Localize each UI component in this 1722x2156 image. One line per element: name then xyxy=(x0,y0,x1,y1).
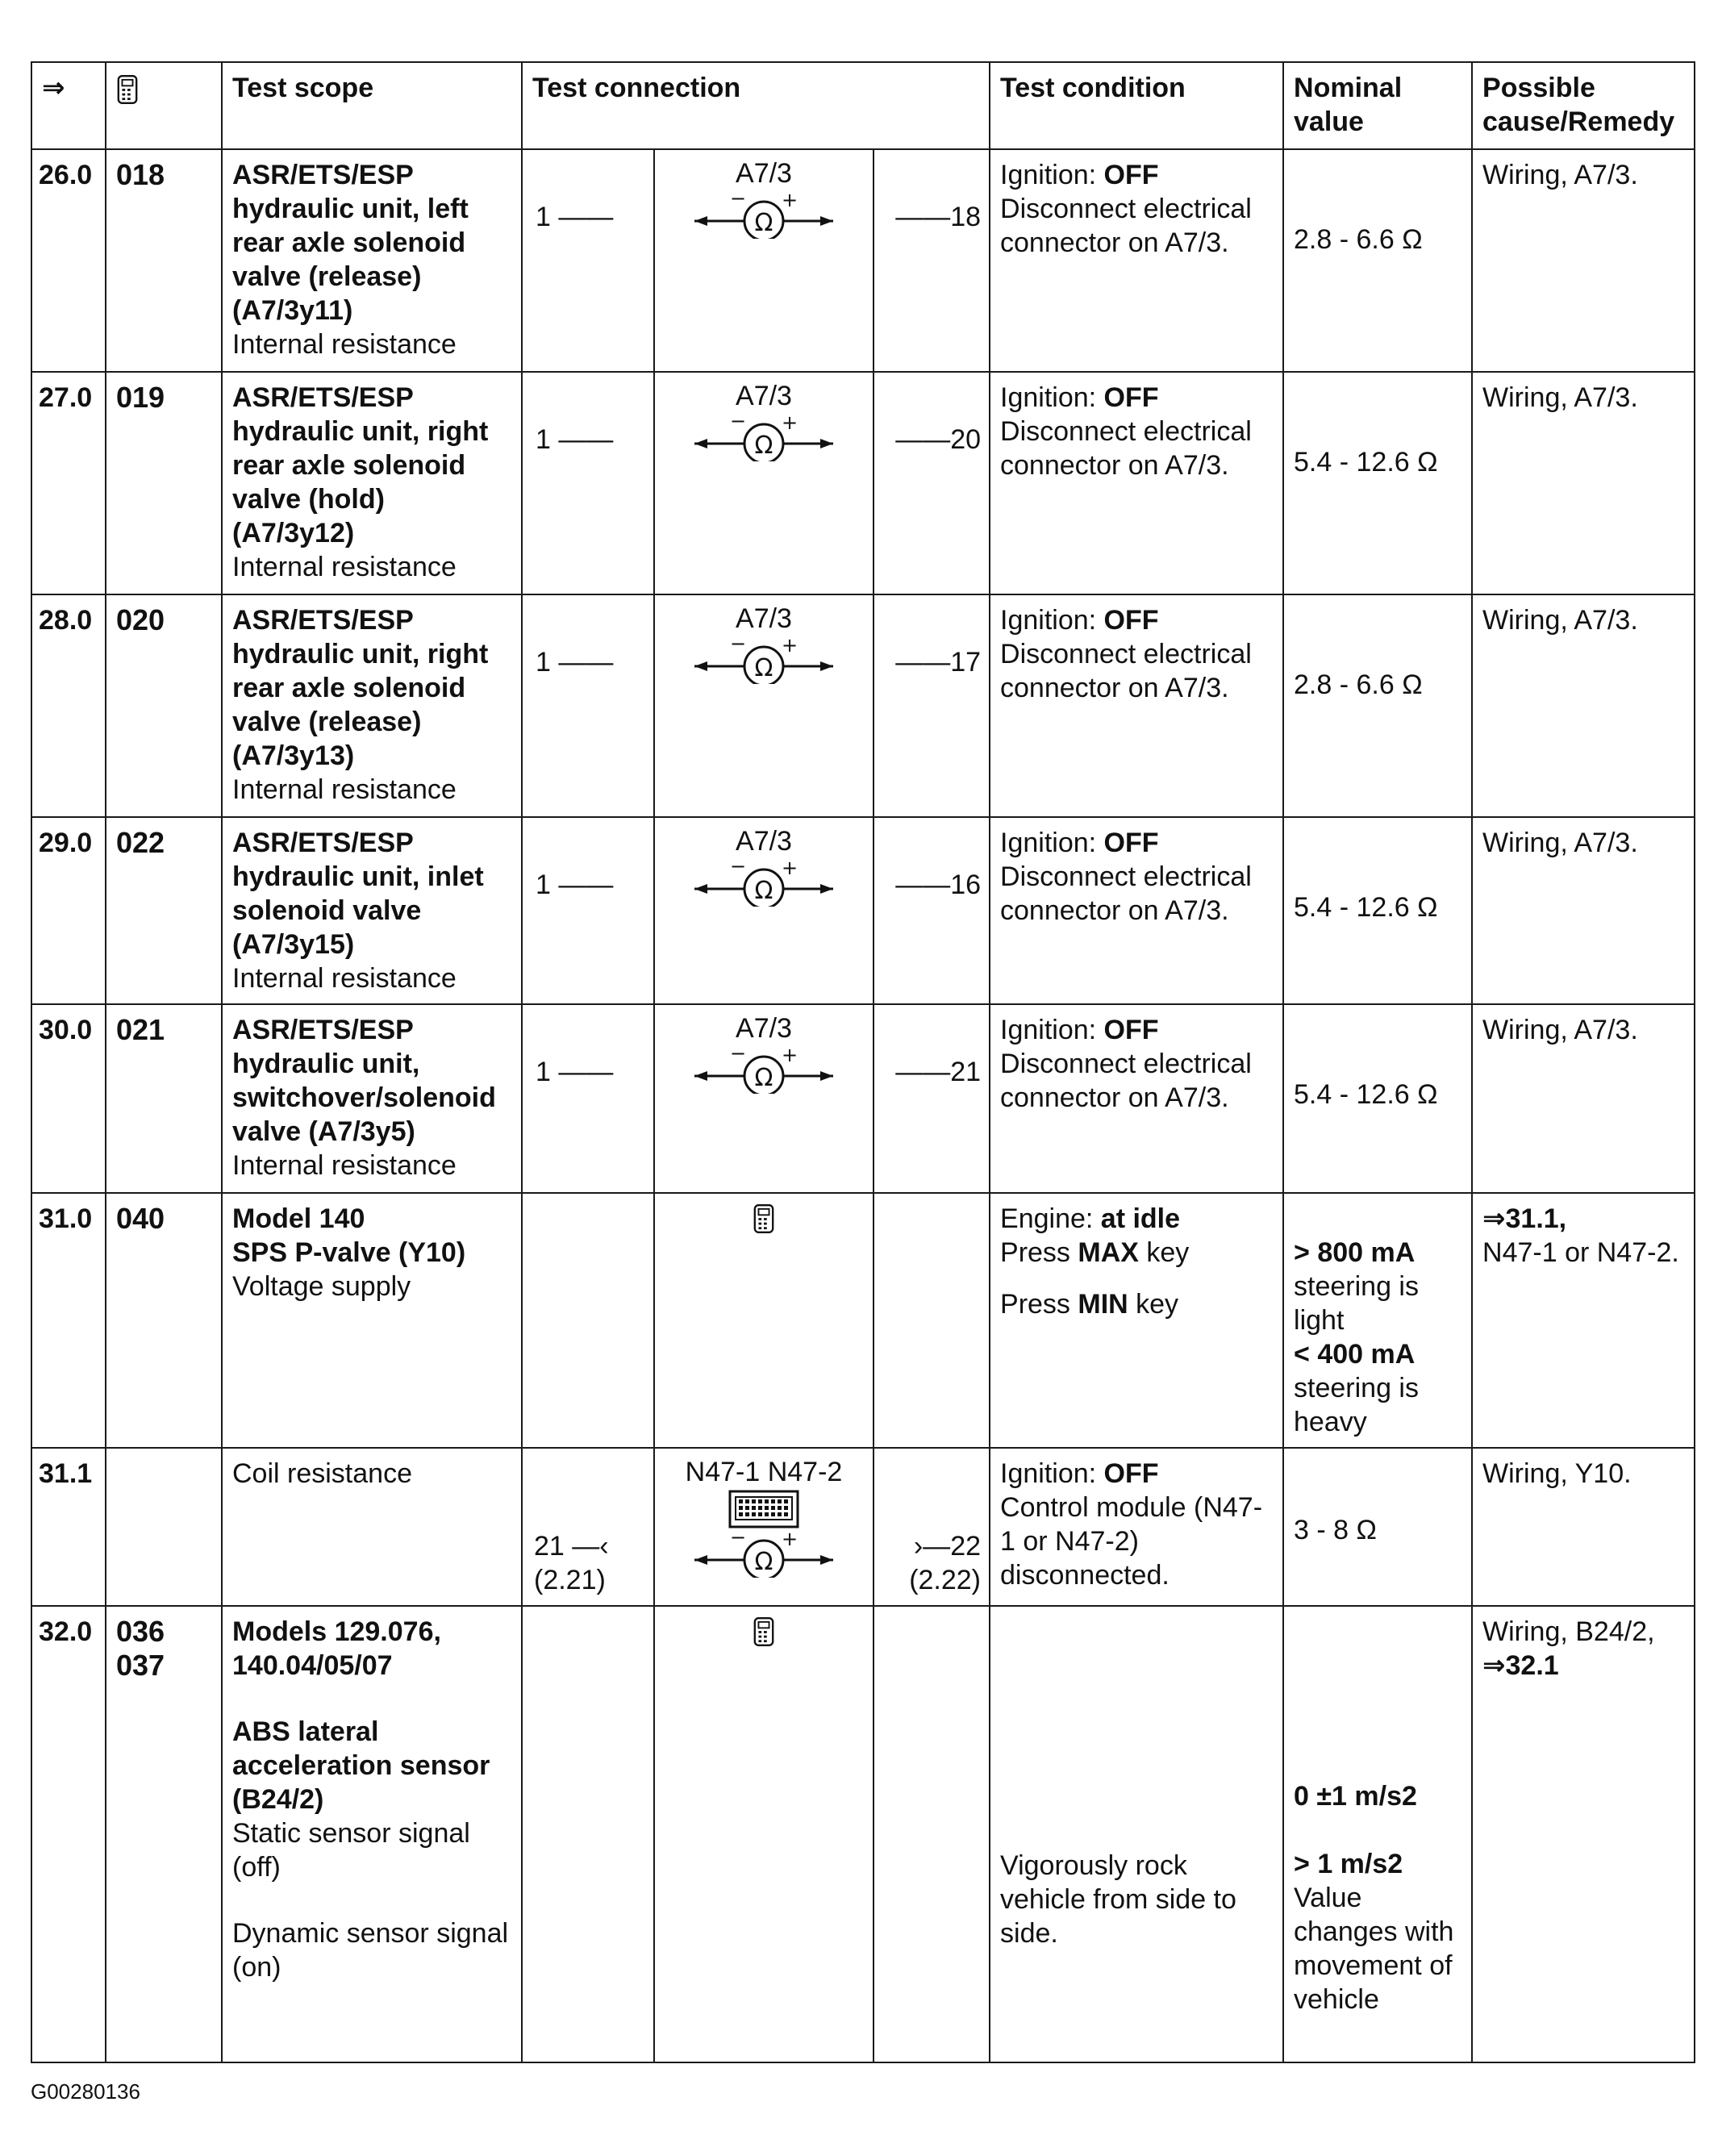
nominal-value-cell xyxy=(1283,372,1472,594)
pin-left-cell xyxy=(522,372,654,594)
condition-label: Engine: xyxy=(1000,1203,1101,1234)
pin-left-cell xyxy=(522,1606,654,2062)
possible-cause-cell: Wiring, A7/3. xyxy=(1472,817,1695,1004)
meter-cell xyxy=(654,1193,874,1448)
test-scope-subtitle: Internal resistance xyxy=(232,963,457,994)
condition-value: OFF xyxy=(1103,382,1159,413)
pin-right-cell xyxy=(874,594,990,817)
pin-left: 1 —— xyxy=(536,869,614,900)
test-scope-subtitle: Internal resistance xyxy=(232,1150,457,1181)
possible-cause-cell xyxy=(1472,1193,1695,1448)
test-scope-title: ASR/ETS/ESP hydraulic unit, right rear axle solenoid valve (release) (A7/3y13) xyxy=(232,605,489,771)
pin-right: ——16 xyxy=(895,869,982,900)
pin-right: ——17 xyxy=(895,647,982,678)
meter-cell xyxy=(654,149,874,372)
test-scope-subtitle: Internal resistance xyxy=(232,552,457,582)
fault-code: 019 xyxy=(106,372,222,594)
step-number: 27.0 xyxy=(31,372,106,594)
header-arrow: ⇒ xyxy=(31,62,106,149)
nominal-value: 3 - 8 Ω xyxy=(1294,1515,1377,1545)
test-scope-cell xyxy=(222,1606,522,2062)
condition-label: Ignition: xyxy=(1000,160,1104,190)
cross-reference: ⇒32.1 xyxy=(1482,1650,1559,1681)
pin-right-cell xyxy=(874,1004,990,1193)
fault-code: 018 xyxy=(106,149,222,372)
ohmmeter-icon xyxy=(691,636,836,684)
meter-cell xyxy=(654,817,874,1004)
nominal-value-cell xyxy=(1283,817,1472,1004)
condition-value: OFF xyxy=(1103,1458,1159,1489)
pin-right-cell xyxy=(874,817,990,1004)
pin-left-cell xyxy=(522,1193,654,1448)
test-scope-title: ASR/ETS/ESP hydraulic unit, left rear axle solenoid valve (release) (A7/3y11) xyxy=(232,160,469,326)
test-table xyxy=(31,61,1695,2063)
connection-label: A7/3 xyxy=(736,381,792,411)
possible-cause-cell: Wiring, A7/3. xyxy=(1472,594,1695,817)
step-number: 30.0 xyxy=(31,1004,106,1193)
nominal-value-cell xyxy=(1283,1004,1472,1193)
figure-id: G00280136 xyxy=(31,2079,140,2104)
nominal-value: 5.4 - 12.6 Ω xyxy=(1294,892,1438,923)
pin-left: 21 —‹ (2.21) xyxy=(534,1531,609,1595)
pin-left-number: 1 xyxy=(536,1057,551,1087)
header-test-scope: Test scope xyxy=(222,62,522,149)
key-name: MAX xyxy=(1078,1237,1139,1268)
test-condition-cell xyxy=(990,149,1283,372)
condition-label: Ignition: xyxy=(1000,828,1104,858)
pin-left: 1 —— xyxy=(536,202,614,232)
nominal-value-cell xyxy=(1283,1193,1472,1448)
pin-right-number: 20 xyxy=(950,424,982,455)
fault-code: 022 xyxy=(106,817,222,1004)
pin-left-cell xyxy=(522,149,654,372)
pin-right-number: 18 xyxy=(950,202,982,232)
condition-value: at idle xyxy=(1100,1203,1181,1234)
test-condition-cell xyxy=(990,1004,1283,1193)
pin-right: ›—22 (2.22) xyxy=(909,1531,982,1595)
nominal-value-cell xyxy=(1283,1448,1472,1606)
fault-code xyxy=(106,1448,222,1606)
header-tester xyxy=(106,62,222,149)
pin-right-number: 17 xyxy=(950,647,982,678)
step-number: 32.0 xyxy=(31,1606,106,2062)
condition-label: Press xyxy=(1000,1237,1078,1268)
condition-text: Disconnect electrical connector on A7/3. xyxy=(1000,194,1252,258)
pin-right-cell xyxy=(874,149,990,372)
test-scope-cell: Coil resistance xyxy=(222,1448,522,1606)
condition-text: Disconnect electrical connector on A7/3. xyxy=(1000,639,1252,703)
condition-text: Vigorously rock vehicle from side to side. xyxy=(1000,1850,1236,1949)
step-number: 28.0 xyxy=(31,594,106,817)
test-scope-cell xyxy=(222,817,522,1004)
table-row xyxy=(31,1004,1695,1193)
pin-left-cell xyxy=(522,817,654,1004)
nominal-value-cell xyxy=(1283,149,1472,372)
condition-value: OFF xyxy=(1103,1015,1159,1045)
test-scope-title: ASR/ETS/ESP hydraulic unit, switchover/solenoid valve (A7/3y5) xyxy=(232,1015,496,1147)
ohmmeter-icon xyxy=(691,1529,836,1578)
nominal-value-cell xyxy=(1283,594,1472,817)
header-nominal-value: Nominal value xyxy=(1283,62,1472,149)
condition-text: Disconnect electrical connector on A7/3. xyxy=(1000,1049,1252,1113)
component-label: SPS P-valve (Y10) xyxy=(232,1237,466,1268)
pin-left-number: 1 xyxy=(536,202,551,232)
test-scope-subtitle: Static sensor signal (off) xyxy=(232,1818,470,1883)
connection-label: A7/3 xyxy=(736,603,792,634)
ohmmeter-icon xyxy=(691,190,836,239)
fault-code-1: 036 xyxy=(116,1615,165,1648)
condition-label: Ignition: xyxy=(1000,1458,1104,1489)
header-row xyxy=(31,62,1695,149)
model-label: Models 129.076, 140.04/05/07 xyxy=(232,1616,441,1681)
fault-code xyxy=(106,1606,222,2062)
pin-left-number: 1 xyxy=(536,424,551,455)
possible-cause-cell: Wiring, A7/3. xyxy=(1472,372,1695,594)
tester-icon xyxy=(753,1203,775,1235)
pin-right-number: 16 xyxy=(950,869,982,900)
table-row xyxy=(31,1193,1695,1448)
pin-right-number: 21 xyxy=(950,1057,982,1087)
condition-label: Ignition: xyxy=(1000,382,1104,413)
ohmmeter-icon xyxy=(691,858,836,907)
test-condition-cell xyxy=(990,594,1283,817)
meter-cell xyxy=(654,1448,874,1606)
nominal-value: 2.8 - 6.6 Ω xyxy=(1294,669,1423,700)
pin-left-cell xyxy=(522,1004,654,1193)
condition-label: key xyxy=(1138,1237,1190,1268)
component-label: ABS lateral acceleration sensor (B24/2) xyxy=(232,1716,490,1815)
cause-text: N47-1 or N47-2. xyxy=(1482,1237,1679,1268)
meter-cell xyxy=(654,594,874,817)
test-scope-cell xyxy=(222,594,522,817)
condition-label: Ignition: xyxy=(1000,1015,1104,1045)
condition-text: Disconnect electrical connector on A7/3. xyxy=(1000,861,1252,926)
condition-label: key xyxy=(1128,1289,1179,1320)
pin-right-ref: (2.22) xyxy=(909,1565,982,1595)
table-row xyxy=(31,149,1695,372)
header-test-connection: Test connection xyxy=(522,62,990,149)
meter-cell xyxy=(654,1004,874,1193)
tester-icon xyxy=(116,73,139,106)
nominal-note: steering is light xyxy=(1294,1271,1419,1336)
pin-left: 1 —— xyxy=(536,647,614,678)
pin-right: ——18 xyxy=(895,202,982,232)
test-condition-cell xyxy=(990,1193,1283,1448)
table-row xyxy=(31,372,1695,594)
test-condition-cell xyxy=(990,817,1283,1004)
table-row xyxy=(31,1448,1695,1606)
table-row xyxy=(31,817,1695,1004)
condition-line xyxy=(1000,1202,1273,1236)
pin-left-number: 1 xyxy=(536,647,551,678)
header-test-condition: Test condition xyxy=(990,62,1283,149)
pin-left: 1 —— xyxy=(536,424,614,455)
nominal-value: 0 ±1 m/s2 xyxy=(1294,1781,1417,1812)
key-name: MIN xyxy=(1078,1289,1128,1320)
pin-right-cell xyxy=(874,1606,990,2062)
step-number: 31.0 xyxy=(31,1193,106,1448)
header-possible-cause: Possible cause/Remedy xyxy=(1472,62,1695,149)
connection-label: A7/3 xyxy=(736,1013,792,1044)
test-condition-cell xyxy=(990,372,1283,594)
step-number: 29.0 xyxy=(31,817,106,1004)
fault-code: 021 xyxy=(106,1004,222,1193)
nominal-value: 2.8 - 6.6 Ω xyxy=(1294,224,1423,255)
possible-cause-cell: Wiring, A7/3. xyxy=(1472,1004,1695,1193)
condition-value: OFF xyxy=(1103,605,1159,636)
cause-text: Wiring, B24/2, xyxy=(1482,1616,1655,1647)
fault-code: 020 xyxy=(106,594,222,817)
possible-cause-cell: Wiring, A7/3. xyxy=(1472,149,1695,372)
test-scope-cell xyxy=(222,1004,522,1193)
tester-icon xyxy=(753,1616,775,1648)
condition-text: Control module (N47-1 or N47-2) disconnected. xyxy=(1000,1492,1263,1591)
pin-left: 1 —— xyxy=(536,1057,614,1087)
test-scope-cell xyxy=(222,149,522,372)
nominal-note: Value changes with movement of vehicle xyxy=(1294,1883,1454,2015)
model-label: Model 140 xyxy=(232,1203,365,1234)
pin-left-number: 21 xyxy=(534,1531,565,1562)
condition-value: OFF xyxy=(1103,160,1159,190)
condition-line xyxy=(1000,1287,1273,1321)
condition-value: OFF xyxy=(1103,828,1159,858)
condition-label: Ignition: xyxy=(1000,605,1104,636)
nominal-value: < 400 mA xyxy=(1294,1339,1416,1370)
ohmmeter-icon xyxy=(691,1045,836,1094)
test-scope-subtitle: Dynamic sensor signal (on) xyxy=(232,1918,509,1983)
pin-right-cell xyxy=(874,1193,990,1448)
pin-right-cell xyxy=(874,1448,990,1606)
nominal-value: > 800 mA xyxy=(1294,1237,1416,1268)
control-module-icon xyxy=(728,1489,800,1529)
test-scope-cell xyxy=(222,372,522,594)
meter-cell xyxy=(654,372,874,594)
pin-left-number: 1 xyxy=(536,869,551,900)
nominal-value-cell xyxy=(1283,1606,1472,2062)
nominal-value: 5.4 - 12.6 Ω xyxy=(1294,1079,1438,1110)
pin-left-cell xyxy=(522,1448,654,1606)
cross-reference: ⇒31.1, xyxy=(1482,1203,1567,1234)
pin-right: ——20 xyxy=(895,424,982,455)
possible-cause-cell xyxy=(1472,1606,1695,2062)
meter-cell xyxy=(654,1606,874,2062)
pin-left-ref: (2.21) xyxy=(534,1565,606,1595)
fault-code-2: 037 xyxy=(116,1649,165,1682)
pin-left-cell xyxy=(522,594,654,817)
possible-cause-cell: Wiring, Y10. xyxy=(1472,1448,1695,1606)
fault-code: 040 xyxy=(106,1193,222,1448)
test-scope-subtitle: Internal resistance xyxy=(232,774,457,805)
pin-right-number: 22 xyxy=(950,1531,982,1562)
test-scope-subtitle: Internal resistance xyxy=(232,329,457,360)
connection-label: A7/3 xyxy=(736,158,792,189)
condition-line xyxy=(1000,1236,1273,1270)
connection-label: A7/3 xyxy=(736,826,792,857)
connection-label: N47-1 N47-2 xyxy=(685,1457,843,1487)
nominal-note: steering is heavy xyxy=(1294,1373,1419,1437)
pin-right-cell xyxy=(874,372,990,594)
nominal-value: 5.4 - 12.6 Ω xyxy=(1294,447,1438,477)
step-number: 26.0 xyxy=(31,149,106,372)
test-scope-title: ASR/ETS/ESP hydraulic unit, right rear axle solenoid valve (hold) (A7/3y12) xyxy=(232,382,489,548)
nominal-value: > 1 m/s2 xyxy=(1294,1849,1403,1879)
test-condition-cell xyxy=(990,1606,1283,2062)
condition-label: Press xyxy=(1000,1289,1078,1320)
table-row xyxy=(31,1606,1695,2062)
ohmmeter-icon xyxy=(691,413,836,461)
test-scope-title: ASR/ETS/ESP hydraulic unit, inlet solenoid valve (A7/3y15) xyxy=(232,828,484,960)
test-condition-cell xyxy=(990,1448,1283,1606)
test-scope-subtitle: Voltage supply xyxy=(232,1271,411,1302)
table-row xyxy=(31,594,1695,817)
test-scope-cell xyxy=(222,1193,522,1448)
pin-right: ——21 xyxy=(895,1057,982,1087)
step-number: 31.1 xyxy=(31,1448,106,1606)
condition-text: Disconnect electrical connector on A7/3. xyxy=(1000,416,1252,481)
